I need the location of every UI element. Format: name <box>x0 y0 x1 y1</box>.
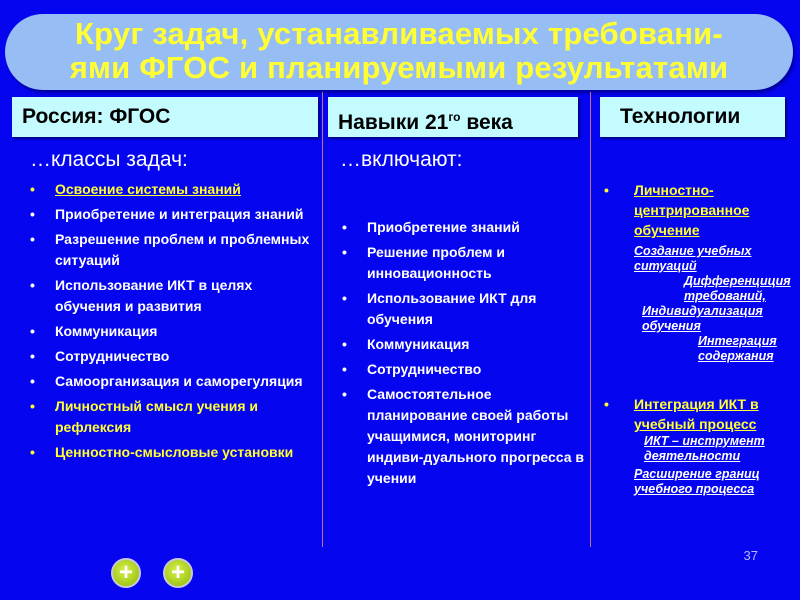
title-line-2: ями ФГОС и планируемыми результатами <box>69 50 729 85</box>
list-item: • Решение проблем и инновационность <box>342 242 587 284</box>
sub-item: Расширение границ учебного процесса <box>634 467 760 496</box>
sub-item: Создание учебных ситуаций <box>634 244 752 273</box>
column-2-list <box>342 217 587 493</box>
list-item: • Ценностно-смысловые установки <box>30 442 310 463</box>
list-item: • Самостоятельное планирование своей работы учащимися, мониторинг индиви-дуального прогресса в учении <box>342 384 587 489</box>
column-header-russia-fgos <box>12 97 318 137</box>
list-item: • Самоорганизация и саморегуляция <box>30 371 310 392</box>
item-label: Личностно-центрированное обучение <box>634 182 750 238</box>
list-item: • Приобретение и интеграция знаний <box>30 204 310 225</box>
list-item: • Приобретение знаний <box>342 217 587 238</box>
column-1-lead: …классы задач: <box>30 148 188 171</box>
sub-item: ИКТ – инструмент деятельности <box>644 434 765 463</box>
header-label: Технологии <box>620 105 741 128</box>
header-label: Россия: ФГОС <box>22 105 171 128</box>
list-item <box>604 180 796 364</box>
list-item <box>604 394 796 497</box>
page-number: 37 <box>743 548 758 563</box>
sub-item: Индивидуализация обучения <box>642 304 763 333</box>
item-label: Интеграция ИКТ в учебный процесс <box>634 396 759 432</box>
sub-item: Дифференциция требований, <box>684 274 791 303</box>
column-header-21st-century-skills <box>328 97 578 137</box>
column-1-list <box>30 179 310 467</box>
column-2-lead: …включают: <box>340 148 463 171</box>
column-3-list <box>604 180 796 501</box>
list-item: • Освоение системы знаний <box>30 179 310 200</box>
column-header-technologies <box>600 97 785 137</box>
column-divider <box>322 92 323 547</box>
header-label: Навыки 21 <box>338 111 449 134</box>
slide-title <box>5 17 793 85</box>
header-label-tail: века <box>460 111 513 134</box>
list-item: • Личностный смысл учения и рефлексия <box>30 396 310 438</box>
plus-button[interactable]: + <box>111 558 141 588</box>
list-item: • Использование ИКТ в целях обучения и развития <box>30 275 310 317</box>
sub-item: Интеграция содержания <box>698 334 777 363</box>
title-banner <box>5 14 793 90</box>
plus-button[interactable]: + <box>163 558 193 588</box>
column-divider <box>590 92 591 547</box>
list-item: • Разрешение проблем и проблемных ситуаций <box>30 229 310 271</box>
list-item: • Сотрудничество <box>342 359 587 380</box>
list-item: • Коммуникация <box>30 321 310 342</box>
list-item: • Использование ИКТ для обучения <box>342 288 587 330</box>
header-superscript: го <box>448 110 461 124</box>
list-item: • Сотрудничество <box>30 346 310 367</box>
title-line-1: Круг задач, устанавливаемых требовани- <box>75 16 723 51</box>
list-item: • Коммуникация <box>342 334 587 355</box>
